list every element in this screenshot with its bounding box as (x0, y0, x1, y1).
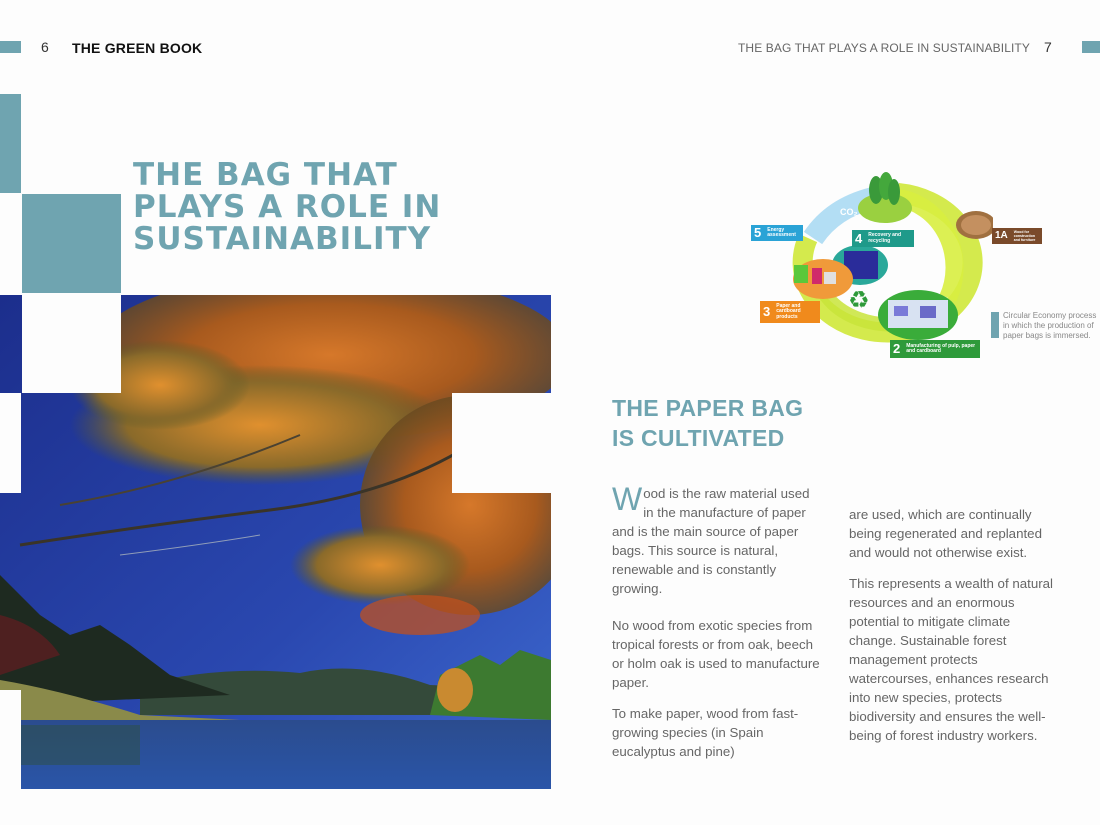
caption-bar (991, 312, 999, 338)
left-running-title: THE GREEN BOOK (72, 40, 203, 56)
section-title-line2: IS CULTIVATED (612, 425, 785, 451)
recycle-icon: ♻ (848, 286, 870, 314)
header-right-bar (1082, 41, 1100, 53)
paragraph-3: To make paper, wood from fast-growing species (in Spain eucalyptus and pine) (612, 706, 799, 759)
paragraph-2: No wood from exotic species from tropical forests or from oak, beech or holm oak is used to manufacture paper. (612, 618, 820, 690)
main-title-line1: THE BAG THAT (133, 157, 398, 193)
photo-cutout-3 (452, 393, 551, 493)
cycle-diagram-graphic (748, 168, 993, 363)
paragraph-4: are used, which are continually being regenerated and replanted and would not otherwise exist. (849, 507, 1042, 560)
paragraph-1: Wood is the raw material used in the manufacture of paper and is the main source of paper bags. This source is natural, renewable and is constantly growing. (612, 481, 810, 596)
right-page-number: 7 (1044, 39, 1052, 55)
right-running-title: THE BAG THAT PLAYS A ROLE IN SUSTAINABILITY (738, 41, 1030, 55)
main-title-line2: PLAYS A ROLE IN (133, 189, 442, 225)
main-title (133, 159, 441, 255)
step-4-label: 4 Recovery and recycling (852, 230, 914, 247)
step-1a-label: 1A Wood for construction and furniture (992, 228, 1042, 244)
photo-cutout-2 (0, 393, 21, 493)
circular-economy-diagram (748, 168, 1036, 363)
main-title-line3: SUSTAINABILITY (133, 221, 432, 257)
section-title (612, 393, 803, 453)
body-column-2 (849, 505, 1059, 757)
photo-cutout-1 (22, 295, 121, 393)
co2-label: CO₂ (840, 207, 858, 217)
step-2-label: 2 Manufacturing of pulp, paper and cardboard (890, 340, 980, 358)
photo-cutout-4 (0, 690, 21, 790)
dropcap: W (612, 481, 643, 517)
left-page-number: 6 (41, 39, 49, 55)
decor-block-2 (22, 194, 121, 293)
paragraph-5: This represents a wealth of natural resources and an enormous potential to mitigate climate change. Sustainable forest management protects watercourses, enhances research into new species, protects biodiversity and ensures the well-being of forest industry workers. (849, 576, 1053, 743)
body-column-1 (612, 481, 822, 773)
step-5-label: 5 Energy assessment (751, 225, 803, 241)
decor-block-1 (0, 94, 21, 193)
header-left-bar (0, 41, 21, 53)
diagram-caption: Circular Economy process in which the production of paper bags is immersed. (1003, 311, 1097, 340)
step-3-label: 3 Paper and cardboard products (760, 301, 820, 323)
section-title-line1: THE PAPER BAG (612, 395, 804, 421)
